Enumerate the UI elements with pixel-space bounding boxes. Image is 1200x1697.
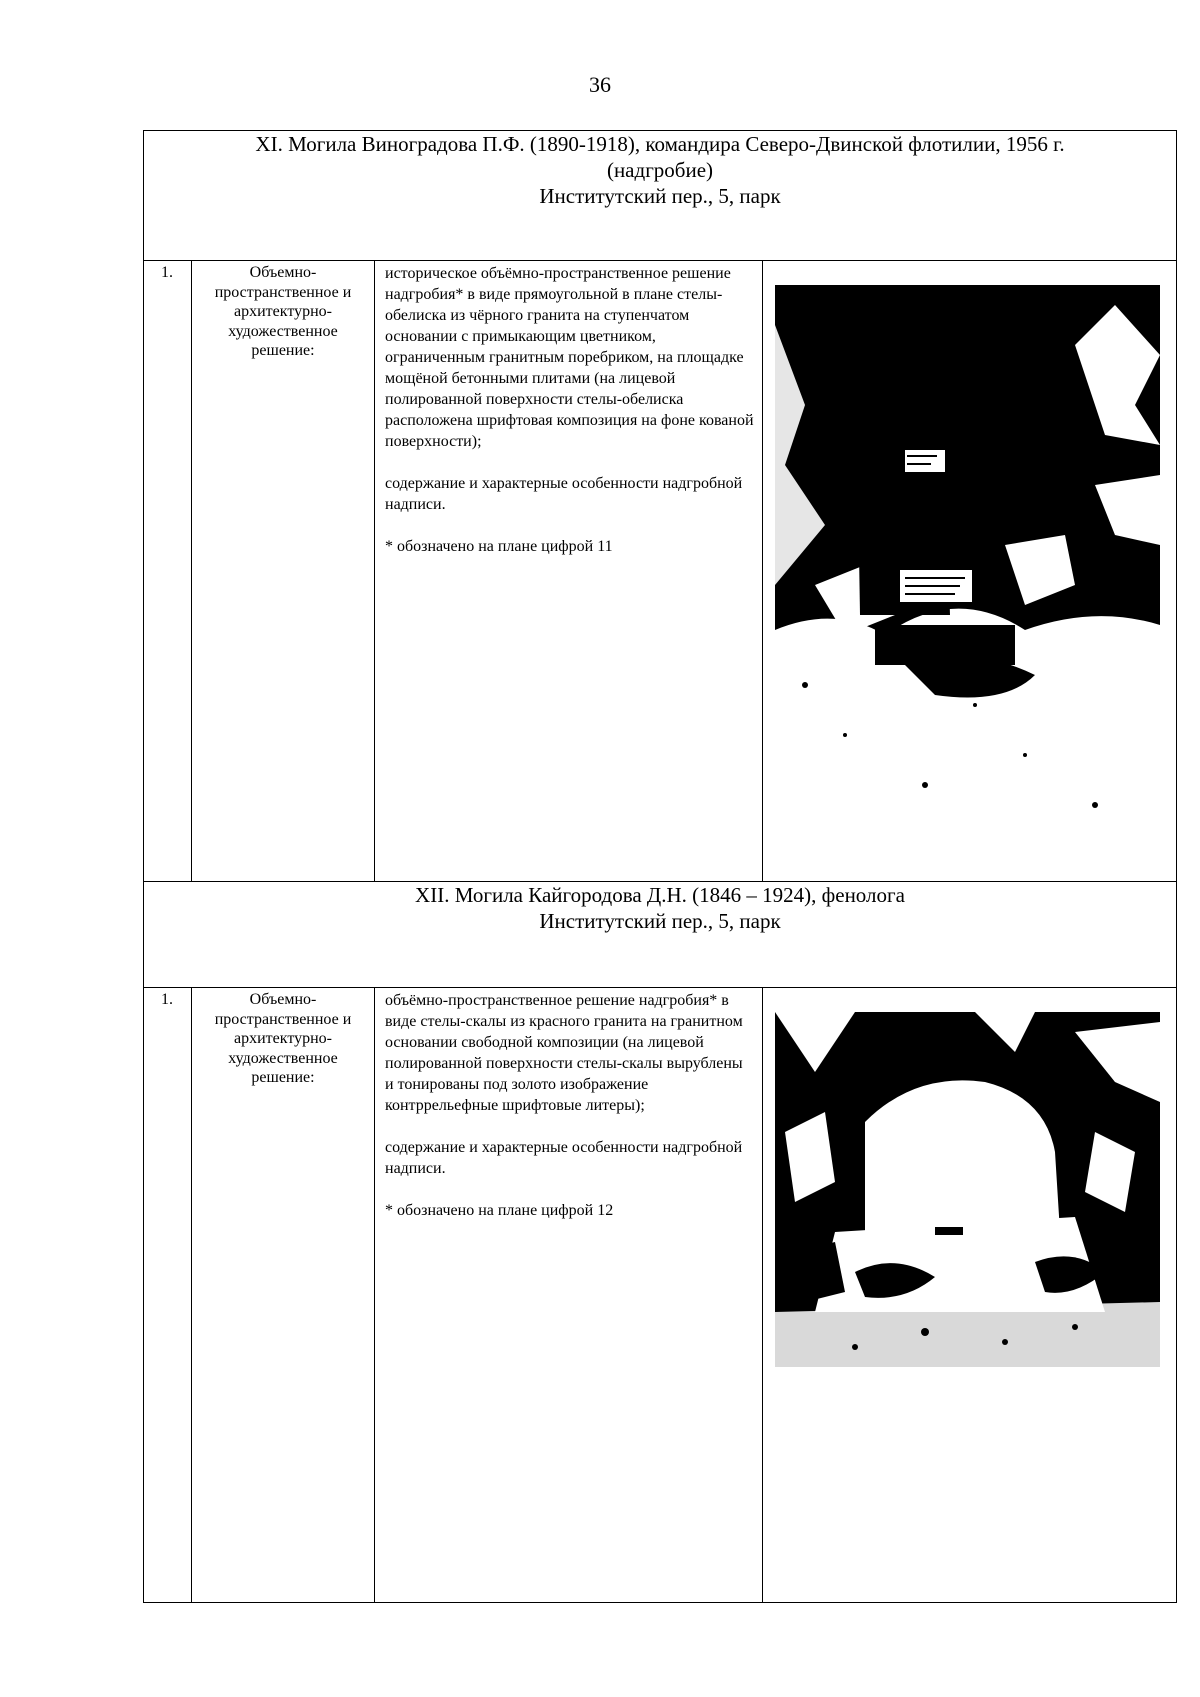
section-subtitle: (надгробие) xyxy=(606,158,714,182)
row-description xyxy=(375,988,763,1603)
section-heading-row xyxy=(144,882,1177,988)
description-paragraph: объёмно-пространственное решение надгробия* в виде стелы-скалы из красного гранита на гранитном основании свободной композиции (на лицевой полированной поверхности стелы-скалы вырублены и тонированы под золото изображение контррельефные шрифтовые литеры); xyxy=(385,992,743,1114)
description-footnote: * обозначено на плане цифрой 11 xyxy=(385,538,613,555)
page-number: 36 xyxy=(589,72,611,97)
description-paragraph: содержание и характерные особенности надгробной надписи. xyxy=(385,1139,743,1177)
photo-cell xyxy=(763,988,1177,1603)
row-label: Объемно-пространственное и архитектурно-художественное решение: xyxy=(192,988,375,1603)
section-heading-row xyxy=(144,131,1177,261)
description-paragraph: историческое объёмно-пространственное решение надгробия* в виде прямоугольной в плане стелы-обелиска из чёрного гранита на ступенчатом основании с примыкающим цветником, ограниченным гранитным поребриком, на площадке мощёной бетонными плитами (на лицевой полированной поверхности стелы-обелиска расположена шрифтовая композиция на фоне кованой поверхности); xyxy=(385,265,754,450)
grave-photo-rock xyxy=(775,1012,1160,1367)
table-row xyxy=(144,261,1177,882)
section-title: XII. Могила Кайгородова Д.Н. (1846 – 1924), фенолога xyxy=(415,883,905,907)
row-description xyxy=(375,261,763,882)
section-title: XI. Могила Виноградова П.Ф. (1890-1918), командира Северо-Двинской флотилии, 1956 г. xyxy=(255,132,1065,156)
section-address: Институтский пер., 5, парк xyxy=(539,184,781,208)
description-paragraph: содержание и характерные особенности надгробной надписи. xyxy=(385,475,743,513)
section-heading xyxy=(144,131,1177,261)
section-heading xyxy=(144,882,1177,988)
monuments-table xyxy=(143,130,1177,1603)
description-footnote: * обозначено на плане цифрой 12 xyxy=(385,1202,614,1219)
row-label: Объемно-пространственное и архитектурно-художественное решение: xyxy=(192,261,375,882)
table-row xyxy=(144,988,1177,1603)
photo-cell xyxy=(763,261,1177,882)
row-number: 1. xyxy=(144,988,192,1603)
grave-photo-obelisk xyxy=(775,285,1160,865)
row-number: 1. xyxy=(144,261,192,882)
section-address: Институтский пер., 5, парк xyxy=(539,909,781,933)
